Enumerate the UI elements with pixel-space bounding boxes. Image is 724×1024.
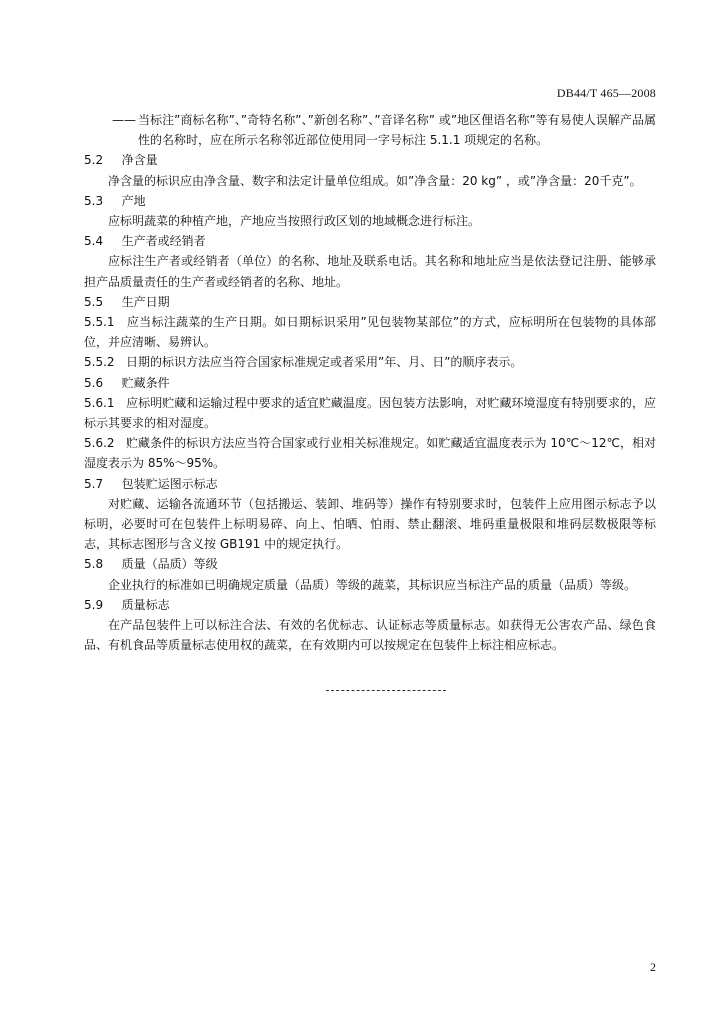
end-of-text-divider [326, 690, 446, 691]
section-paragraph: 在产品包装件上可以标注合法、有效的名优标志、认证标志等质量标志。如获得无公害农产品、绿色食品、有机食品等质量标志使用权的蔬菜，在有效期内可以按规定在包装件上标注相应标志。 [84, 618, 656, 653]
section-heading-5-5: 5.5 生产日期 [84, 294, 170, 309]
section-paragraph: 对贮藏、运输各流通环节（包括搬运、装卸、堆码等）操作有特别要求时，包装件上应用图示标志予以标明，必要时可在包装件上标明易碎、向上、怕晒、怕雨、禁止翻滚、堆码重量极限和堆码层数极限等标志，其标志图形与含义按 GB191 中的规定执行。 [84, 496, 656, 552]
section-heading-5-2: 5.2 净含量 [84, 153, 158, 168]
section-heading-5-6: 5.6 贮藏条件 [84, 375, 170, 390]
subsection-5-6-2: 5.6.2 贮藏条件的标识方法应当符合国家或行业相关标准规定。如贮藏适宜温度表示为 10℃～12℃，相对湿度表示为 85%～95%。 [84, 436, 656, 471]
section-heading-5-8: 5.8 质量（品质）等级 [84, 557, 218, 572]
page-number: 2 [650, 960, 656, 974]
subsection-5-5-1: 5.5.1 应当标注蔬菜的生产日期。如日期标识采用”见包装物某部位”的方式，应标明所在包装物的具体部位，并应清晰、易辨认。 [84, 315, 656, 350]
subsection-5-6-1: 5.6.1 应标明贮藏和运输过程中要求的适宜贮藏温度。因包装方法影响，对贮藏环境湿度有特别要求的，应标示其要求的相对湿度。 [84, 395, 656, 431]
section-heading-5-7: 5.7 包装贮运图示标志 [84, 476, 218, 491]
section-paragraph: 企业执行的标准如已明确规定质量（品质）等级的蔬菜，其标识应当标注产品的质量（品质）等级。 [108, 577, 637, 592]
section-heading-5-4: 5.4 生产者或经销者 [84, 234, 206, 249]
document-code: DB44/T 465—2008 [556, 86, 656, 100]
section-heading-5-9: 5.9 质量标志 [84, 597, 170, 612]
document-body [84, 110, 656, 655]
section-paragraph: 应标注生产者或经销者（单位）的名称、地址及联系电话。其名称和地址应当是依法登记注册、能够承担产品质量责任的生产者或经销者的名称、地址。 [84, 254, 656, 289]
dash-item-text: 当标注”商标名称”、”奇特名称”、”新创名称”、”音译名称” 或”地区俚语名称”等有易使人误解产品属性的名称时，应在所示名称邻近部位使用同一字号标注 5.1.1 项规定的名称。 [138, 113, 656, 148]
dash-list-item [84, 110, 656, 150]
dash-marker: —— [112, 113, 136, 127]
subsection-5-5-2: 5.5.2 日期的标识方法应当符合国家标准规定或者采用”年、月、日”的顺序表示。 [84, 355, 523, 370]
section-paragraph: 净含量的标识应由净含量、数字和法定计量单位组成。如”净含量：20 kg” ，或”净含量：20千克”。 [108, 173, 642, 188]
section-heading-5-3: 5.3 产地 [84, 193, 146, 208]
section-paragraph: 应标明蔬菜的种植产地，产地应当按照行政区划的地域概念进行标注。 [108, 214, 481, 229]
